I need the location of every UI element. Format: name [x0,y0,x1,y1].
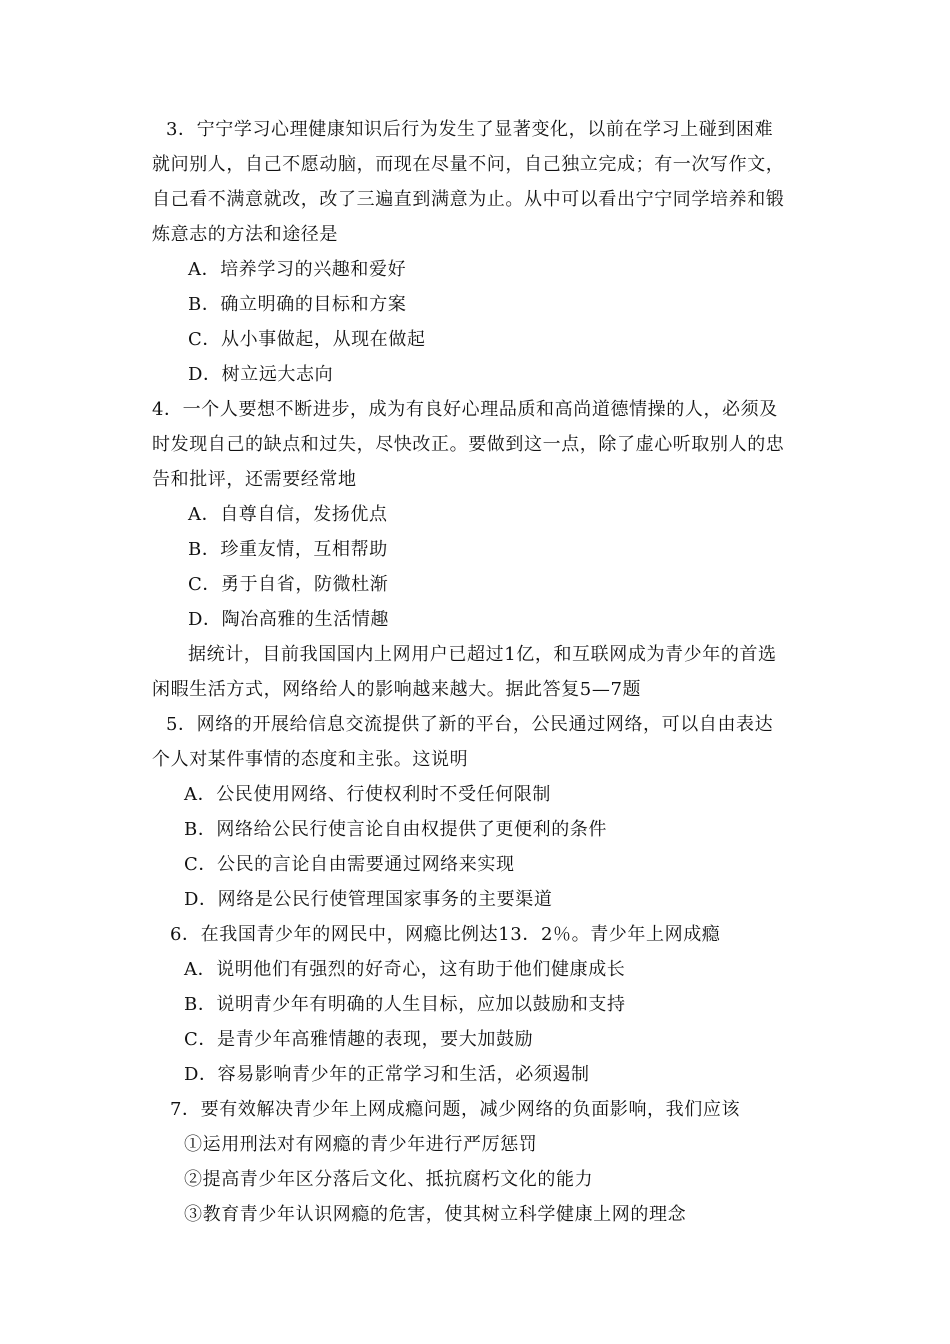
q3-stem-line-1: 3．宁宁学习心理健康知识后行为发生了显著变化，以前在学习上碰到困难 [166,119,774,140]
q4-option-a: A．自尊自信，发扬优点 [188,504,388,525]
q3-option-c: C．从小事做起，从现在做起 [188,329,426,350]
q6-option-d: D．容易影响青少年的正常学习和生活，必须遏制 [184,1064,590,1085]
intro-line-1: 据统计，目前我国国内上网用户已超过1亿，和互联网成为青少年的首选 [188,644,777,665]
q7-item-3: ③教育青少年认识网瘾的危害，使其树立科学健康上网的理念 [184,1204,687,1225]
q4-option-c: C．勇于自省，防微杜渐 [188,574,389,595]
q7-item-2: ②提高青少年区分落后文化、抵抗腐朽文化的能力 [184,1169,594,1190]
q5-option-b: B．网络给公民行使言论自由权提供了更便利的条件 [184,819,608,840]
q4-option-b: B．珍重友情，互相帮助 [188,539,388,560]
q5-stem-line-1: 5．网络的开展给信息交流提供了新的平台，公民通过网络，可以自由表达 [166,714,774,735]
intro-line-2: 闲暇生活方式，网络给人的影响越来越大。据此答复5—7题 [152,679,642,700]
q7-item-1: ①运用刑法对有网瘾的青少年进行严厉惩罚 [184,1134,538,1155]
q5-option-a: A．公民使用网络、行使权利时不受任何限制 [184,784,551,805]
q3-stem-line-4: 炼意志的方法和途径是 [152,224,338,245]
q4-stem-line-1: 4．一个人要想不断进步，成为有良好心理品质和高尚道德情操的人，必须及 [152,399,778,420]
q4-stem-line-2: 时发现自己的缺点和过失，尽快改正。要做到这一点，除了虚心听取别人的忠 [152,434,785,455]
q3-option-a: A．培养学习的兴趣和爱好 [188,259,407,280]
q5-option-c: C．公民的言论自由需要通过网络来实现 [184,854,515,875]
q3-stem-line-3: 自己看不满意就改，改了三遍直到满意为止。从中可以看出宁宁同学培养和锻 [152,189,785,210]
q4-option-d: D．陶冶高雅的生活情趣 [188,609,390,630]
q4-stem-line-3: 告和批评，还需要经常地 [152,469,357,490]
q7-stem-line-1: 7．要有效解决青少年上网成瘾问题，减少网络的负面影响，我们应该 [170,1099,741,1120]
q6-option-a: A．说明他们有强烈的好奇心，这有助于他们健康成长 [184,959,626,980]
q6-option-c: C．是青少年高雅情趣的表现，要大加鼓励 [184,1029,534,1050]
q3-stem-line-2: 就问别人，自己不愿动脑，而现在尽量不问，自己独立完成；有一次写作文， [152,154,785,175]
q6-option-b: B．说明青少年有明确的人生目标，应加以鼓励和支持 [184,994,626,1015]
q3-option-b: B．确立明确的目标和方案 [188,294,407,315]
q6-stem-line-1: 6．在我国青少年的网民中，网瘾比例达13．2％。青少年上网成瘾 [170,924,721,945]
q5-option-d: D．网络是公民行使管理国家事务的主要渠道 [184,889,553,910]
q5-stem-line-2: 个人对某件事情的态度和主张。这说明 [152,749,469,770]
q3-option-d: D．树立远大志向 [188,364,334,385]
